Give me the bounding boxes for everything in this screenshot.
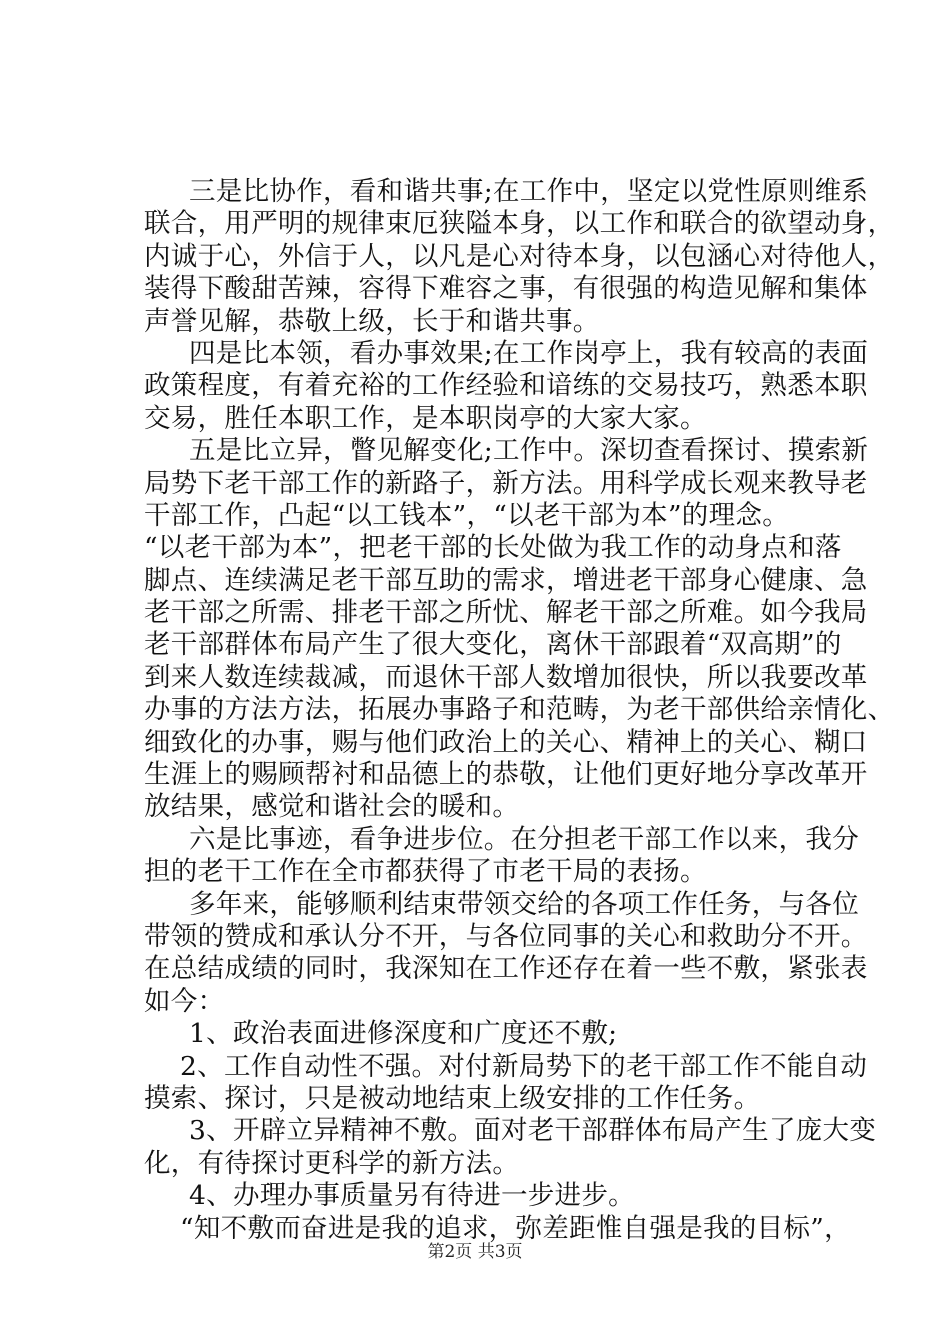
paragraph-line: 老干部之所需、排老干部之所忧、解老干部之所难。如今我局	[144, 597, 868, 629]
paragraph-line: 到来人数连续裁减，而退休干部人数增加很快，所以我要改革	[144, 661, 868, 693]
paragraph-line: 联合，用严明的规律束厄狭隘本身，以工作和联合的欲望动身，	[144, 208, 895, 240]
list-item-line: 1、政治表面进修深度和广度还不敷;	[189, 1018, 618, 1050]
paragraph-line: 三是比协作，看和谐共事;在工作中，坚定以党性原则维系	[189, 176, 869, 207]
paragraph-line: 生涯上的赐顾帮衬和品德上的恭敬，让他们更好地分享改革开	[144, 759, 868, 791]
paragraph-line: 六是比事迹，看争进步位。在分担老干部工作以来，我分	[189, 823, 859, 855]
paragraph-line: 局势下老干部工作的新路子，新方法。用科学成长观来教导老	[144, 467, 868, 499]
list-item-line: 4、办理办事质量另有待进一步进步。	[189, 1180, 635, 1212]
body-text	[144, 176, 895, 1245]
paragraph-line: 干部工作，凸起“以工钱本”，“以老干部为本”的理念。	[144, 499, 789, 531]
page-number-label: 第2页 共3页	[427, 1242, 523, 1262]
paragraph-line: 脚点、连续满足老干部互助的需求，增进老干部身心健康、急	[144, 564, 868, 596]
paragraph-line: 老干部群体布局产生了很大变化，离休干部跟着“双高期”的	[144, 629, 842, 661]
paragraph-line: 担的老干工作在全市都获得了市老干局的表扬。	[144, 856, 707, 888]
paragraph-line: 声誉见解，恭敬上级，长于和谐共事。	[144, 305, 600, 337]
paragraph-line: 多年来，能够顺利结束带领交给的各项工作任务，与各位	[189, 888, 859, 920]
paragraph-line: 放结果，感觉和谐社会的暖和。	[144, 791, 520, 823]
paragraph-line: 内诚于心，外信于人，以凡是心对待本身，以包涵心对待他人，	[144, 240, 895, 272]
list-item-line: 2、工作自动性不强。对付新局势下的老干部工作不能自动	[180, 1050, 868, 1082]
list-item-line: 3、开辟立异精神不敷。面对老干部群体布局产生了庞大变	[189, 1115, 877, 1147]
paragraph-line: 细致化的办事，赐与他们政治上的关心、精神上的关心、糊口	[144, 726, 868, 758]
page-footer	[0, 1241, 950, 1263]
paragraph-line: 交易，胜任本职工作，是本职岗亭的大家大家。	[144, 402, 707, 434]
paragraph-line: “以老干部为本”，把老干部的长处做为我工作的动身点和落	[144, 532, 842, 564]
paragraph-line: 带领的赞成和承认分不开，与各位同事的关心和救助分不开。	[144, 920, 868, 952]
paragraph-line: 五是比立异，瞥见解变化;工作中。深切查看探讨、摸索新	[189, 435, 869, 467]
paragraph-line: 摸索、探讨，只是被动地结束上级安排的工作任务。	[144, 1082, 761, 1114]
paragraph-line: 化，有待探讨更科学的新方法。	[144, 1147, 520, 1179]
paragraph-line: 在总结成绩的同时，我深知在工作还存在着一些不敷，紧张表	[144, 953, 868, 985]
paragraph-line: 办事的方法方法，拓展办事路子和范畴，为老干部供给亲情化、	[144, 694, 895, 726]
paragraph-line: 如今：	[144, 985, 225, 1017]
paragraph-line: 四是比本领，看办事效果;在工作岗亭上，我有较高的表面	[189, 337, 869, 369]
paragraph-line: “知不敷而奋进是我的追求，弥差距惟自强是我的目标”，	[180, 1212, 851, 1244]
paragraph-line: 装得下酸甜苦辣，容得下难容之事，有很强的构造见解和集体	[144, 273, 868, 305]
paragraph-line: 政策程度，有着充裕的工作经验和谙练的交易技巧，熟悉本职	[144, 370, 868, 402]
